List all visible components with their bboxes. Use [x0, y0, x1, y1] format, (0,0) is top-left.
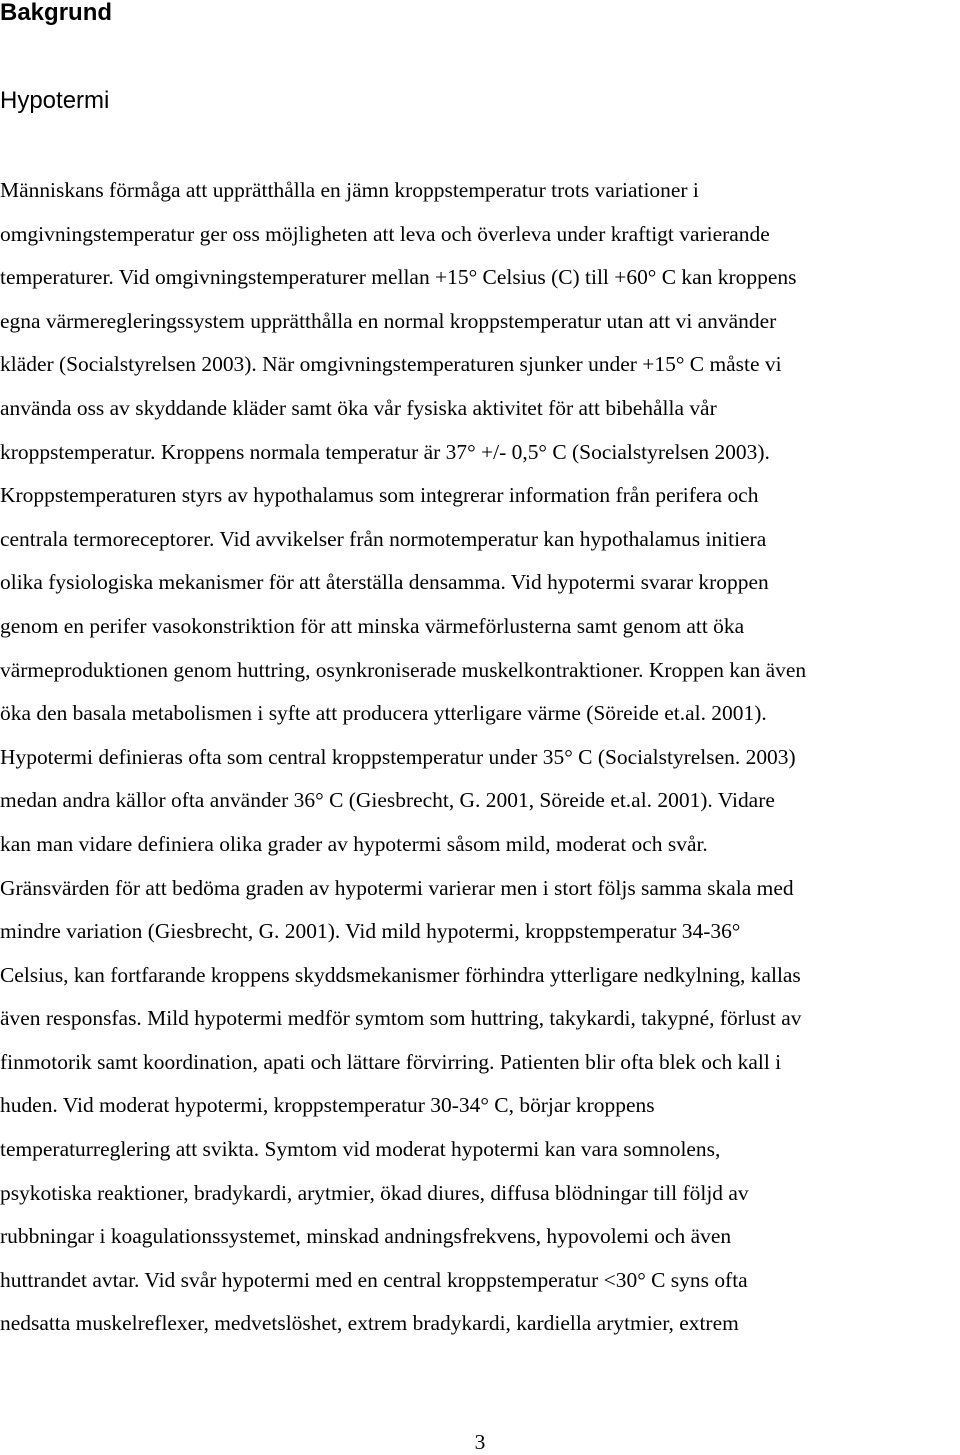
- text-line: använda oss av skyddande kläder samt öka vår fysiska aktivitet för att bibehålla vår: [0, 395, 717, 420]
- text-line: huden. Vid moderat hypotermi, kroppstemperatur 30-34° C, börjar kroppens: [0, 1093, 655, 1118]
- text-line: kläder (Socialstyrelsen 2003). När omgivningstemperaturen sjunker under +15° C måste vi: [0, 352, 782, 377]
- text-line: finmotorik samt koordination, apati och lättare förvirring. Patienten blir ofta blek och kall i: [0, 1049, 782, 1074]
- body-paragraph: [0, 169, 960, 1346]
- text-line: öka den basala metabolismen i syfte att producera ytterligare värme (Söreide et.al. 2001).: [0, 701, 767, 726]
- text-line: även responsfas. Mild hypotermi medför symtom som huttring, takykardi, takypné, förlust av: [0, 1006, 802, 1031]
- text-line: psykotiska reaktioner, bradykardi, arytmier, ökad diures, diffusa blödningar till följd av: [0, 1180, 749, 1205]
- text-line: Hypotermi definieras ofta som central kroppstemperatur under 35° C (Socialstyrelsen. 2003): [0, 744, 796, 769]
- text-line: genom en perifer vasokonstriktion för att minska värmeförlusterna samt genom att öka: [0, 613, 745, 638]
- text-line: Människans förmåga att upprätthålla en jämn kroppstemperatur trots variationer i: [0, 178, 699, 202]
- subsection-heading: Hypotermi: [0, 87, 110, 114]
- page-number: 3: [474, 1430, 486, 1454]
- text-line: centrala termoreceptorer. Vid avvikelser från normotemperatur kan hypothalamus initiera: [0, 526, 767, 551]
- text-line: Gränsvärden för att bedöma graden av hypotermi varierar men i stort följs samma skala med: [0, 875, 794, 900]
- text-line: olika fysiologiska mekanismer för att återställa densamma. Vid hypotermi svarar kroppen: [0, 570, 769, 595]
- text-line: kan man vidare definiera olika grader av hypotermi såsom mild, moderat och svår.: [0, 831, 708, 856]
- text-line: värmeproduktionen genom huttring, osynkroniserade muskelkontraktioner. Kroppen kan även: [0, 657, 807, 682]
- text-line: mindre variation (Giesbrecht, G. 2001). Vid mild hypotermi, kroppstemperatur 34-36°: [0, 919, 741, 944]
- text-line: Celsius, kan fortfarande kroppens skyddsmekanismer förhindra ytterligare nedkylning, kallas: [0, 962, 801, 987]
- text-line: kroppstemperatur. Kroppens normala temperatur är 37° +/- 0,5° C (Socialstyrelsen 2003).: [0, 439, 770, 464]
- text-line: rubbningar i koagulationssystemet, minskad andningsfrekvens, hypovolemi och även: [0, 1224, 732, 1249]
- text-line: huttrandet avtar. Vid svår hypotermi med en central kroppstemperatur <30° C syns ofta: [0, 1267, 748, 1292]
- section-heading: Bakgrund: [0, 0, 113, 26]
- text-line: medan andra källor ofta använder 36° C (Giesbrecht, G. 2001, Söreide et.al. 2001). Vidare: [0, 788, 775, 813]
- text-line: temperaturer. Vid omgivningstemperaturer mellan +15° Celsius (C) till +60° C kan kroppens: [0, 265, 797, 290]
- text-line: egna värmeregleringssystem upprätthålla en normal kroppstemperatur utan att vi använder: [0, 308, 777, 333]
- text-line: omgivningstemperatur ger oss möjligheten att leva och överleva under kraftigt varierande: [0, 221, 770, 246]
- text-line: Kroppstemperaturen styrs av hypothalamus som integrerar information från perifera och: [0, 483, 759, 508]
- text-line: nedsatta muskelreflexer, medvetslöshet, extrem bradykardi, kardiella arytmier, extrem: [0, 1311, 739, 1336]
- text-line: temperaturreglering att svikta. Symtom vid moderat hypotermi kan vara somnolens,: [0, 1137, 721, 1162]
